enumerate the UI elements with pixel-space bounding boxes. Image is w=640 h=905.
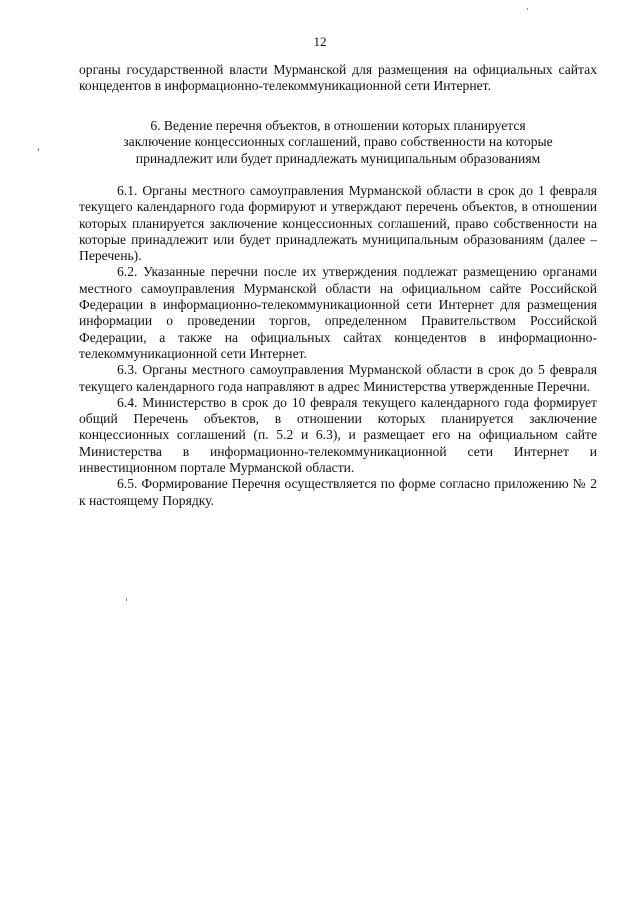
page-number: 12: [313, 34, 327, 49]
paragraph-6-3: 6.3. Органы местного самоуправления Мурманской области в срок до 5 февраля текущего календарного года направляют в адрес Министерства утвержденные Перечни.: [79, 362, 597, 394]
scan-speck: [38, 148, 39, 151]
paragraph-6-1: 6.1. Органы местного самоуправления Мурманской области в срок до 1 февраля текущего календарного года формируют и утверждают перечень объектов, в отношении которых планируется заключение концессионных соглашений, право собственности на которые принадлежит или будет принадлежать муниципальным образованиям (далее – Перечень).: [79, 183, 597, 264]
paragraph-6-2: 6.2. Указанные перечни после их утверждения подлежат размещению органами местного самоуправления Мурманской области на официальном сайте Российской Федерации в информационно-телекоммуникационной сети Интернет для размещения информации о проведении торгов, определенном Правительством Российской Федерации, а также на официальных сайтах концедентов в информационно-телекоммуникационной сети Интернет.: [79, 264, 597, 361]
paragraph-6-4: 6.4. Министерство в срок до 10 февраля текущего календарного года формирует общий Перечень объектов, в отношении которых планируется заключение концессионных соглашений (п. 5.2 и 6.3), и размещает его на официальном сайте Министерства в информационно-телекоммуникационной сети Интернет и инвестиционном портале Мурманской области.: [79, 394, 597, 476]
intro-paragraph: [79, 62, 597, 95]
intro-text: органы государственной власти Мурманской для размещения на официальных сайтах концедентов в информационно-телекоммуникационной сети Интернет.: [79, 62, 597, 94]
section-heading-line: принадлежит или будет принадлежать муниципальным образованиям: [135, 150, 541, 166]
scan-speck: [527, 8, 528, 10]
section-heading-line: 6. Ведение перечня объектов, в отношении которых планируется: [150, 118, 526, 133]
section-heading-line: заключение концессионных соглашений, право собственности на которые: [123, 134, 553, 150]
section-body: [79, 183, 597, 509]
scan-speck: [126, 598, 127, 601]
paragraph-6-5: 6.5. Формирование Перечня осуществляется по форме согласно приложению № 2 к настоящему Порядку.: [79, 476, 597, 508]
section-heading: [79, 118, 597, 167]
